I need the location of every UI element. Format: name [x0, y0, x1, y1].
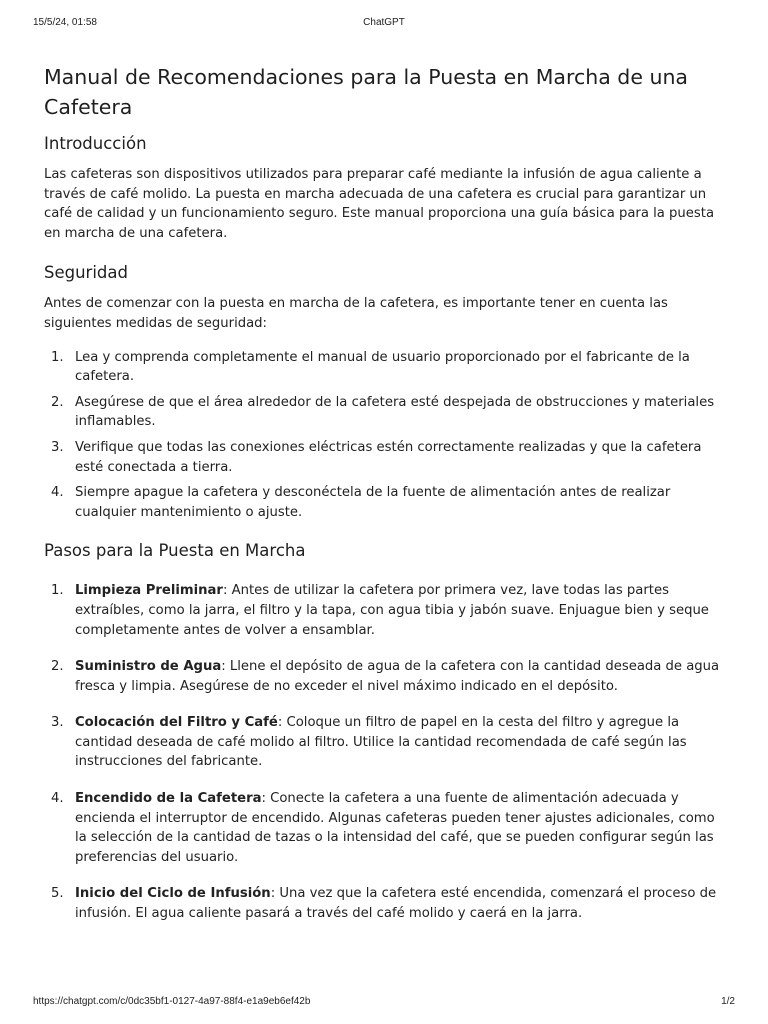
step-title: Limpieza Preliminar: [75, 583, 223, 599]
heading-introduccion: Introducción: [44, 134, 147, 153]
list-item-text: Siempre apague la cafetera y desconéctela de la fuente de alimentación antes de realizar cualquier mantenimiento o ajuste.: [75, 485, 671, 520]
list-item: [44, 438, 730, 477]
step-title: Inicio del Ciclo de Infusión: [75, 886, 271, 902]
print-date: 15/5/24, 01:58: [33, 17, 97, 28]
list-item-number: 3.: [51, 715, 64, 731]
list-item-text: Lea y comprenda completamente el manual de usuario proporcionado por el fabricante de la cafetera.: [75, 349, 690, 385]
list-item: [44, 657, 730, 696]
pasos-list: [44, 581, 730, 923]
step-text: : Conecte la cafetera a una fuente de alimentación adecuada y encienda el interruptor de encendido. Algunas cafeteras pueden tener ajustes adicionales, como la selección de la cantidad de tazas o la intensidad del café, que se pueden configurar según las preferencias del usuario.: [75, 791, 715, 865]
print-url: https://chatgpt.com/c/0dc35bf1-0127-4a97-88f4-e1a9eb6ef42b: [33, 996, 311, 1007]
list-item: [44, 789, 730, 867]
document-title: Manual de Recomendaciones para la Puesta en Marcha de una Cafetera: [44, 65, 688, 119]
list-item-text: Verifique que todas las conexiones eléctricas estén correctamente realizadas y que la cafetera esté conectada a tierra.: [75, 439, 702, 475]
list-item-text: Asegúrese de que el área alrededor de la cafetera esté despejada de obstrucciones y materiales inflamables.: [75, 394, 715, 430]
step-title: Suministro de Agua: [75, 659, 222, 675]
intro-paragraph: Las cafeteras son dispositivos utilizados para preparar café mediante la infusión de agua caliente a través de café molido. La puesta en marcha adecuada de una cafetera es crucial para garantizar un café de calidad y un funcionamiento seguro. Este manual proporciona una guía básica para la puesta en marcha de una cafetera.: [44, 167, 715, 241]
print-header: [33, 17, 735, 31]
seguridad-paragraph: Antes de comenzar con la puesta en marcha de la cafetera, es importante tener en cuenta las siguientes medidas de seguridad:: [44, 296, 668, 331]
heading-pasos: Pasos para la Puesta en Marcha: [44, 541, 306, 561]
list-item: [44, 483, 730, 522]
seguridad-list: [44, 348, 730, 523]
list-item-number: 3.: [51, 439, 64, 455]
print-footer: [33, 996, 735, 1010]
list-item: [44, 348, 730, 387]
list-item-number: 5.: [51, 886, 64, 902]
step-text: : Antes de utilizar la cafetera por primera vez, lave todas las partes extraíbles, como la jarra, el filtro y la tapa, con agua tibia y jabón suave. Enjuague bien y seque completamente antes de volver a ensamblar.: [75, 583, 709, 638]
list-item: [44, 884, 730, 923]
print-page-title: ChatGPT: [363, 17, 405, 28]
step-title: Colocación del Filtro y Café: [75, 715, 278, 731]
step-text: : Llene el depósito de agua de la cafetera con la cantidad deseada de agua fresca y limpia. Asegúrese de no exceder el nivel máximo indicado en el depósito.: [75, 659, 720, 694]
heading-seguridad: Seguridad: [44, 263, 128, 283]
list-item: [44, 393, 730, 432]
step-text: : Una vez que la cafetera esté encendida, comenzará el proceso de infusión. El agua caliente pasará a través del café molido y caerá en la jarra.: [75, 886, 717, 922]
list-item-number: 1.: [51, 349, 64, 365]
print-page-number: 1/2: [721, 996, 735, 1007]
document-content: [44, 62, 730, 924]
list-item-number: 2.: [51, 659, 64, 675]
list-item-number: 4.: [51, 485, 64, 501]
list-item-number: 2.: [51, 394, 64, 410]
step-text: : Coloque un filtro de papel en la cesta del filtro y agregue la cantidad deseada de café molido al filtro. Utilice la cantidad recomendada de café según las instrucciones del fabricante.: [75, 715, 687, 770]
list-item-number: 4.: [51, 791, 64, 807]
list-item: [44, 581, 730, 640]
list-item-number: 1.: [51, 583, 64, 599]
step-title: Encendido de la Cafetera: [75, 791, 262, 807]
list-item: [44, 713, 730, 772]
